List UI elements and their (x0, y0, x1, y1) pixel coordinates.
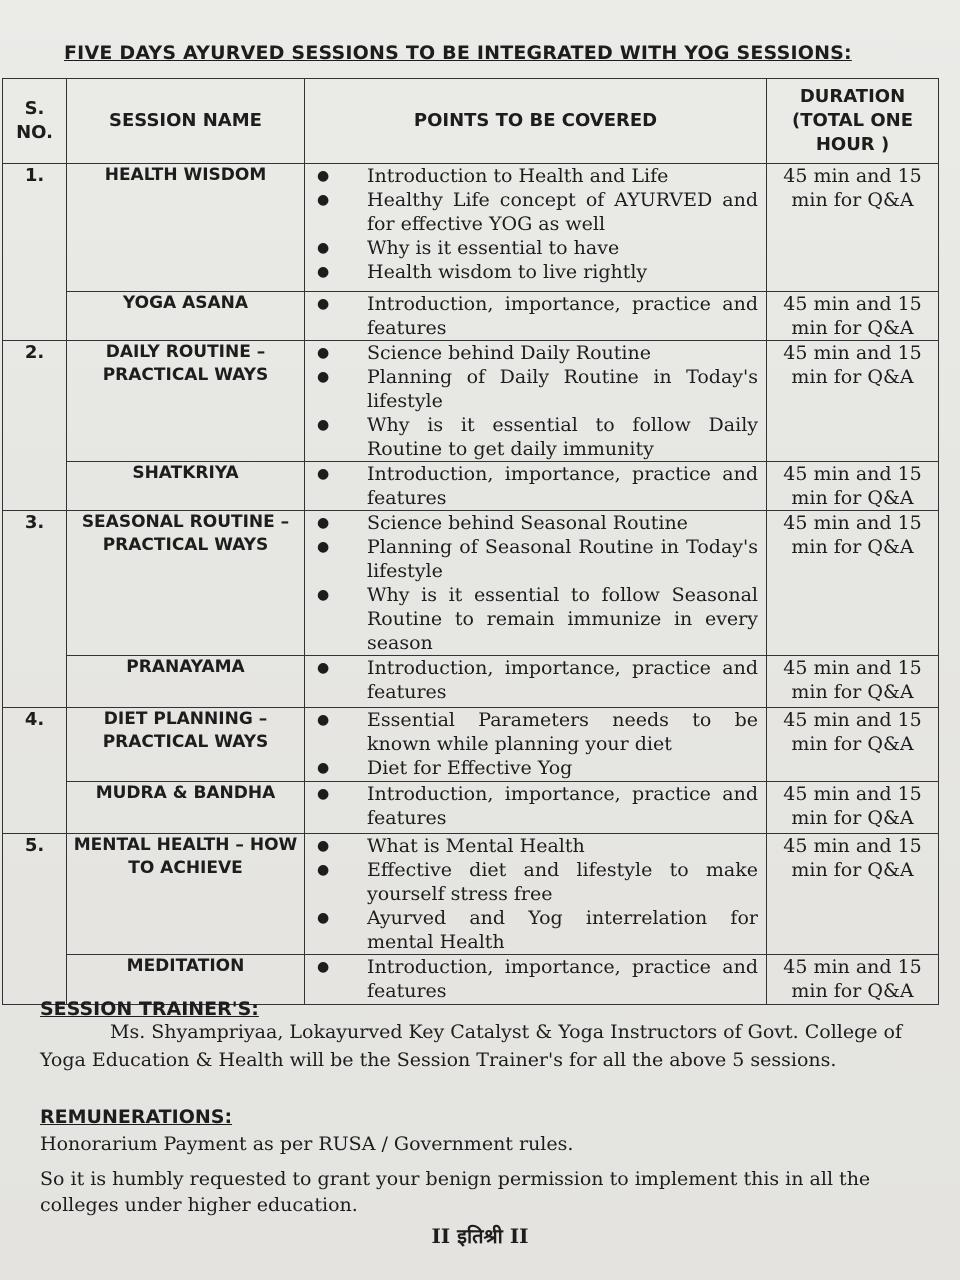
table-row (3, 292, 939, 341)
header-session-name: SESSION NAME (67, 79, 305, 164)
serial-number: 4. (3, 708, 67, 834)
list-item: ● Health wisdom to live rightly (305, 260, 758, 284)
serial-number: 5. (3, 834, 67, 1005)
duration-cell: 45 min and 15 min for Q&A (767, 511, 939, 656)
points-list (305, 511, 758, 655)
points-cell (305, 164, 767, 292)
serial-number: 1. (3, 164, 67, 341)
list-item: ● Effective diet and lifestyle to make yourself stress free (305, 858, 758, 906)
session-name: DIET PLANNING – PRACTICAL WAYS (67, 708, 305, 782)
points-cell (305, 656, 767, 708)
header-sno: S. NO. (3, 79, 67, 164)
request-text: So it is humbly requested to grant your benign permission to implement this in all the colleges under higher education. (40, 1168, 871, 1216)
points-list (305, 341, 758, 461)
table-row (3, 656, 939, 708)
table-row (3, 782, 939, 834)
list-item: ● Science behind Seasonal Routine (305, 511, 758, 535)
trainers-title: SESSION TRAINER'S: (40, 998, 259, 1020)
list-item: ● Planning of Daily Routine in Today's lifestyle (305, 365, 758, 413)
list-item: ● Introduction, importance, practice and features (305, 462, 758, 510)
duration-cell: 45 min and 15 min for Q&A (767, 782, 939, 834)
points-cell (305, 292, 767, 341)
list-item: ● Introduction to Health and Life (305, 164, 758, 188)
duration-cell: 45 min and 15 min for Q&A (767, 341, 939, 462)
duration-cell: 45 min and 15 min for Q&A (767, 656, 939, 708)
table-row (3, 955, 939, 1005)
list-item: ● Essential Parameters needs to be known while planning your diet (305, 708, 758, 756)
list-item: ● Why is it essential to have (305, 236, 758, 260)
session-name: PRANAYAMA (67, 656, 305, 708)
sessions-table (2, 78, 939, 1005)
list-item: ● Introduction, importance, practice and features (305, 782, 758, 830)
duration-cell: 45 min and 15 min for Q&A (767, 834, 939, 955)
session-name: DAILY ROUTINE – PRACTICAL WAYS (67, 341, 305, 462)
table-header-row (3, 79, 939, 164)
session-name: MENTAL HEALTH – HOW TO ACHIEVE (67, 834, 305, 955)
list-item: ● Planning of Seasonal Routine in Today's lifestyle (305, 535, 758, 583)
points-list (305, 164, 758, 284)
list-item: ● Introduction, importance, practice and features (305, 656, 758, 704)
duration-cell: 45 min and 15 min for Q&A (767, 708, 939, 782)
points-cell (305, 782, 767, 834)
session-name: MUDRA & BANDHA (67, 782, 305, 834)
points-list (305, 782, 758, 830)
duration-cell: 45 min and 15 min for Q&A (767, 955, 939, 1005)
document-heading: FIVE DAYS AYURVED SESSIONS TO BE INTEGRATED WITH YOG SESSIONS: (64, 42, 852, 64)
table-row (3, 462, 939, 511)
list-item: ● Science behind Daily Routine (305, 341, 758, 365)
table-body (3, 164, 939, 1005)
trainers-text: Ms. Shyampriyaa, Lokayurved Key Catalyst & Yoga Instructors of Govt. College of Yoga Education & Health will be the Session Trainer's for all the above 5 sessions. (40, 1021, 903, 1071)
serial-number: 3. (3, 511, 67, 708)
list-item: ● What is Mental Health (305, 834, 758, 858)
points-cell (305, 955, 767, 1005)
table-row (3, 511, 939, 656)
table-row (3, 164, 939, 292)
points-list (305, 292, 758, 340)
list-item: ● Diet for Effective Yog (305, 756, 758, 780)
table-row (3, 708, 939, 782)
table-row (3, 341, 939, 462)
closing-mark: II इतिश्री II (431, 1224, 529, 1248)
duration-cell: 45 min and 15 min for Q&A (767, 164, 939, 292)
session-name: YOGA ASANA (67, 292, 305, 341)
list-item: ● Ayurved and Yog interrelation for mental Health (305, 906, 758, 954)
points-cell (305, 708, 767, 782)
points-cell (305, 511, 767, 656)
list-item: ● Healthy Life concept of AYURVED and for effective YOG as well (305, 188, 758, 236)
points-cell (305, 462, 767, 511)
duration-cell: 45 min and 15 min for Q&A (767, 462, 939, 511)
points-list (305, 656, 758, 704)
points-list (305, 834, 758, 954)
session-name: SEASONAL ROUTINE – PRACTICAL WAYS (67, 511, 305, 656)
table-row (3, 834, 939, 955)
list-item: ● Introduction, importance, practice and features (305, 955, 758, 1003)
points-cell (305, 834, 767, 955)
serial-number: 2. (3, 341, 67, 511)
remunerations-title: REMUNERATIONS: (40, 1106, 233, 1128)
points-list (305, 955, 758, 1003)
header-duration: DURATION (TOTAL ONE HOUR ) (767, 79, 939, 164)
points-list (305, 708, 758, 780)
session-name: HEALTH WISDOM (67, 164, 305, 292)
list-item: ● Introduction, importance, practice and features (305, 292, 758, 340)
session-name: MEDITATION (67, 955, 305, 1005)
points-cell (305, 341, 767, 462)
remunerations-text: Honorarium Payment as per RUSA / Government rules. (40, 1133, 574, 1155)
list-item: ● Why is it essential to follow Daily Routine to get daily immunity (305, 413, 758, 461)
list-item: ● Why is it essential to follow Seasonal Routine to remain immunize in every season (305, 583, 758, 655)
points-list (305, 462, 758, 510)
duration-cell: 45 min and 15 min for Q&A (767, 292, 939, 341)
header-points: POINTS TO BE COVERED (305, 79, 767, 164)
session-name: SHATKRIYA (67, 462, 305, 511)
